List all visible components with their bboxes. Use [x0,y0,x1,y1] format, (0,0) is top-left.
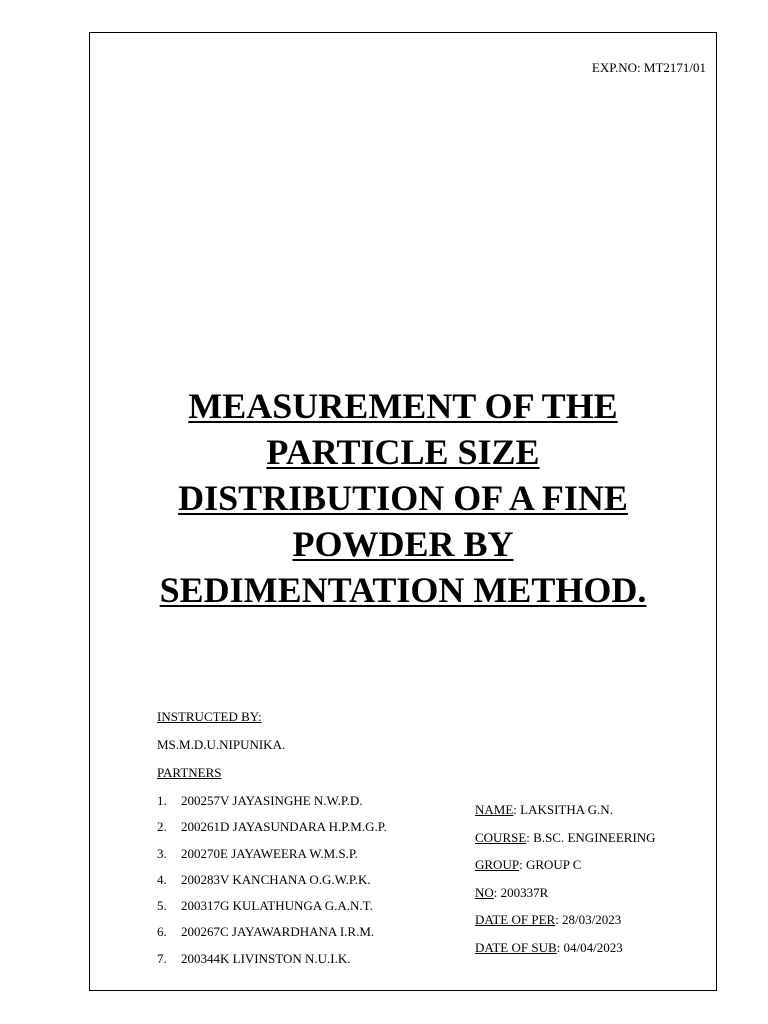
name-row: NAME: LAKSITHA G.N. [475,802,613,817]
instructor-name: MS.M.D.U.NIPUNIKA. [157,737,286,752]
instructor-and-partners [157,708,387,976]
partner-list [157,792,387,976]
title-line-2: PARTICLE SIZE [266,432,540,472]
title-line-5: SEDIMENTATION METHOD. [159,570,647,610]
date-of-performance-row: DATE OF PER: 28/03/2023 [475,912,622,928]
title-line-1: MEASUREMENT OF THE [188,386,618,426]
date-of-submission-row: DATE OF SUB: 04/04/2023 [475,939,623,955]
student-details [475,801,656,967]
report-title [89,383,717,613]
instructed-by-label: INSTRUCTED BY: [157,709,262,724]
partner-item: 5. 200317G KULATHUNGA G.A.N.T. [157,898,373,914]
partner-item: 6. 200267C JAYAWARDHANA I.R.M. [157,924,375,940]
partner-item: 3. 200270E JAYAWEERA W.M.S.P. [157,845,358,861]
partner-item: 7. 200344K LIVINSTON N.U.I.K. [157,950,351,966]
title-line-4: POWDER BY [292,524,514,564]
title-line-3: DISTRIBUTION OF A FINE [178,478,628,518]
partner-item: 1. 200257V JAYASINGHE N.W.P.D. [157,793,363,808]
partner-item: 2. 200261D JAYASUNDARA H.P.M.G.P. [157,819,387,835]
number-row: NO: 200337R [475,884,549,900]
partners-label: PARTNERS [157,765,222,780]
group-row: GROUP: GROUP C [475,857,582,873]
course-row: COURSE: B.SC. ENGINEERING [475,829,656,845]
partner-item: 4. 200283V KANCHANA O.G.W.P.K. [157,871,371,887]
experiment-number: EXP.NO: MT2171/01 [591,60,706,75]
